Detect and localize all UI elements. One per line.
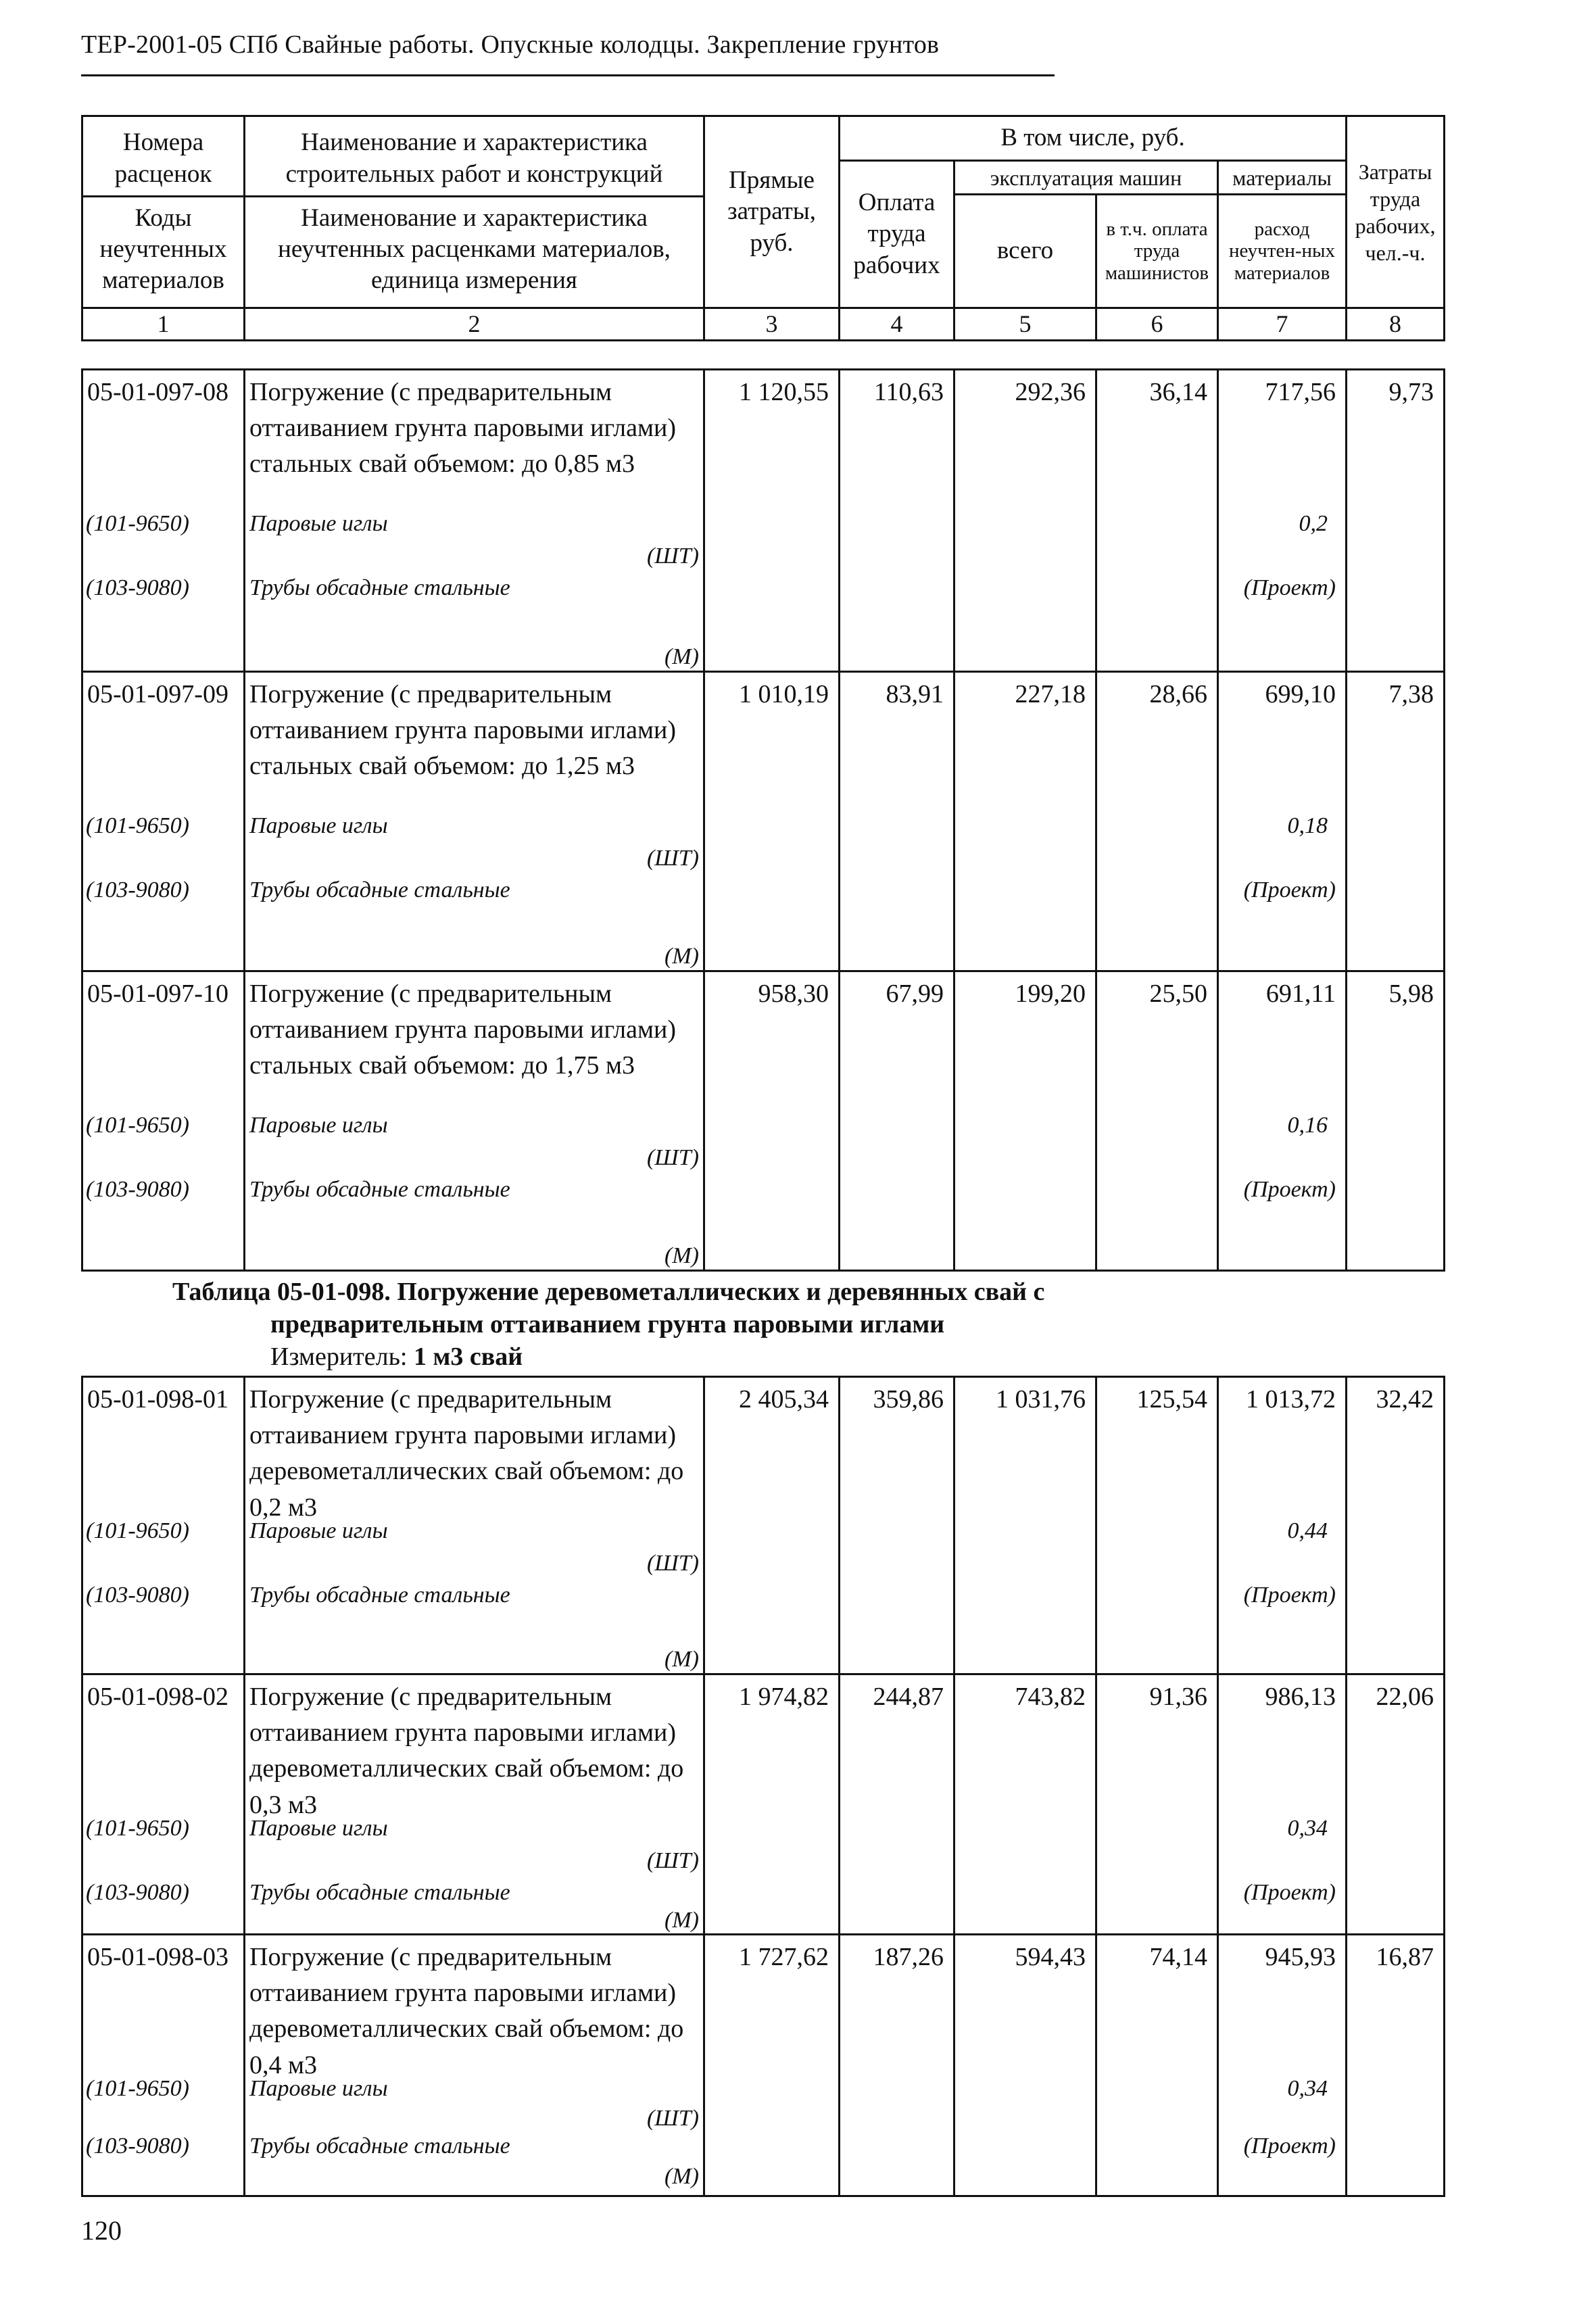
direct-cost: 1 120,55 — [704, 370, 840, 672]
col-hours-header: Затраты труда рабочих, чел.-ч. — [1347, 116, 1445, 308]
rate-name-cell — [245, 672, 704, 971]
machinists-cost: 125,54 — [1096, 1377, 1218, 1674]
header-rule — [81, 74, 1055, 76]
table-title — [81, 1276, 1443, 1341]
material-name: Трубы обсадные стальные — [249, 1880, 510, 1905]
rate-row — [82, 672, 1445, 971]
rate-code-cell — [82, 672, 245, 971]
rate-code: 05-01-098-02 — [87, 1683, 228, 1711]
table-title-line: Таблица 05-01-098. Погружение деревометаллических и деревянных свай с — [172, 1278, 1045, 1306]
rate-name-cell — [245, 971, 704, 1271]
rate-code-cell — [82, 971, 245, 1271]
machinists-cost: 91,36 — [1096, 1674, 1218, 1935]
material-unit: (ШТ) — [646, 1551, 699, 1576]
rate-name-cell — [245, 1935, 704, 2196]
materials-cell — [1218, 1935, 1347, 2196]
machines-cost: 227,18 — [954, 672, 1096, 971]
materials-cost: 699,10 — [1265, 680, 1336, 708]
labor-hours: 9,73 — [1347, 370, 1445, 672]
machines-cost: 292,36 — [954, 370, 1096, 672]
machinists-cost: 74,14 — [1096, 1935, 1218, 2196]
rate-code: 05-01-098-03 — [87, 1943, 228, 1971]
table-title-line: предварительным оттаиванием грунта паровыми иглами — [270, 1309, 945, 1338]
col-number: 3 — [704, 308, 840, 341]
direct-cost: 958,30 — [704, 971, 840, 1271]
material-consumption: (Проект) — [1243, 2133, 1336, 2158]
material-name: Трубы обсадные стальные — [249, 1177, 510, 1202]
materials-cost: 717,56 — [1265, 378, 1336, 406]
material-code: (103-9080) — [86, 1880, 189, 1905]
col-number: 6 — [1096, 308, 1218, 341]
rate-code: 05-01-097-08 — [87, 378, 228, 406]
col-direct-header: Прямые затраты, руб. — [704, 116, 840, 308]
machines-group-header: эксплуатация машин — [954, 161, 1218, 195]
material-consumption: 0,34 — [1287, 1816, 1328, 1841]
col-code-bottom: Коды неучтенных материалов — [99, 203, 227, 295]
rate-code: 05-01-097-09 — [87, 680, 228, 708]
rate-row — [82, 971, 1445, 1271]
material-name: Паровые иглы — [249, 1816, 388, 1841]
labor-cost: 187,26 — [840, 1935, 954, 2196]
material-name: Трубы обсадные стальные — [249, 877, 510, 902]
col-machines-header: всего — [954, 195, 1096, 308]
labor-cost: 83,91 — [840, 672, 954, 971]
materials-cost: 691,11 — [1265, 980, 1336, 1008]
material-code: (103-9080) — [86, 575, 189, 600]
material-consumption: 0,18 — [1287, 813, 1328, 838]
col-labor-header: Оплата труда рабочих — [840, 161, 954, 308]
direct-cost: 1 727,62 — [704, 1935, 840, 2196]
materials-cell — [1218, 1377, 1347, 1674]
rate-name-cell — [245, 370, 704, 672]
material-unit: (ШТ) — [646, 2106, 699, 2131]
rates-table-097 — [81, 368, 1445, 1272]
machinists-cost: 28,66 — [1096, 672, 1218, 971]
col-materials-header: материалы — [1218, 161, 1347, 195]
rate-name-cell — [245, 1377, 704, 1674]
material-consumption: (Проект) — [1243, 575, 1336, 600]
material-unit: (ШТ) — [646, 544, 699, 569]
labor-cost: 110,63 — [840, 370, 954, 672]
material-consumption: 0,2 — [1299, 511, 1328, 536]
col-unaccounted-header: расход неучтен-ных материалов — [1218, 195, 1347, 308]
col-name-bottom: Наименование и характеристика неучтенных расценками материалов, единица измерения — [278, 203, 671, 295]
material-code: (101-9650) — [86, 813, 189, 838]
labor-cost: 244,87 — [840, 1674, 954, 1935]
col-number: 5 — [954, 308, 1096, 341]
materials-cell — [1218, 672, 1347, 971]
col-number: 8 — [1347, 308, 1445, 341]
col-machinists-header: в т.ч. оплата труда машинистов — [1096, 195, 1218, 308]
rate-row — [82, 1377, 1445, 1674]
material-name: Паровые иглы — [249, 2076, 388, 2101]
material-code: (103-9080) — [86, 1177, 189, 1202]
labor-hours: 32,42 — [1347, 1377, 1445, 1674]
material-unit: (М) — [664, 944, 699, 969]
material-consumption: 0,44 — [1287, 1518, 1328, 1543]
labor-hours: 7,38 — [1347, 672, 1445, 971]
rate-description: Погружение (с предварительным оттаиванием грунта паровыми иглами) стальных свай объемом: до 1,25 м3 — [249, 680, 677, 781]
col-name-top: Наименование и характеристика строительных работ и конструкций — [245, 123, 703, 197]
material-unit: (М) — [664, 2164, 699, 2189]
material-consumption: (Проект) — [1243, 1880, 1336, 1905]
material-consumption: 0,16 — [1287, 1113, 1328, 1138]
rate-code: 05-01-098-01 — [87, 1385, 228, 1414]
material-code: (101-9650) — [86, 2076, 189, 2101]
material-unit: (М) — [664, 1647, 699, 1672]
material-unit: (ШТ) — [646, 1145, 699, 1170]
material-name: Трубы обсадные стальные — [249, 575, 510, 600]
col-code-header — [82, 116, 245, 308]
direct-cost: 1 974,82 — [704, 1674, 840, 1935]
col-number: 2 — [245, 308, 704, 341]
material-name: Паровые иглы — [249, 511, 388, 536]
material-code: (101-9650) — [86, 511, 189, 536]
rate-description: Погружение (с предварительным оттаиванием грунта паровыми иглами) стальных свай объемом: до 0,85 м3 — [249, 378, 677, 479]
page-number: 120 — [81, 2215, 122, 2246]
rates-table-098 — [81, 1376, 1445, 2197]
col-code-top: Номера расценок — [83, 123, 243, 197]
material-unit: (ШТ) — [646, 1848, 699, 1873]
rate-code-cell — [82, 1377, 245, 1674]
material-unit: (М) — [664, 644, 699, 669]
material-code: (103-9080) — [86, 2133, 189, 2158]
col-number: 4 — [840, 308, 954, 341]
material-consumption: (Проект) — [1243, 1177, 1336, 1202]
rate-row — [82, 370, 1445, 672]
material-name: Паровые иглы — [249, 1518, 388, 1543]
direct-cost: 1 010,19 — [704, 672, 840, 971]
rate-description: Погружение (с предварительным оттаиванием грунта паровыми иглами) деревометаллических свай объемом: до 0,2 м3 — [249, 1385, 684, 1522]
measure-unit — [270, 1342, 523, 1372]
rate-code-cell — [82, 1935, 245, 2196]
material-consumption: (Проект) — [1243, 1583, 1336, 1608]
machines-cost: 199,20 — [954, 971, 1096, 1271]
material-unit: (М) — [664, 1243, 699, 1268]
materials-cell — [1218, 971, 1347, 1271]
material-consumption: (Проект) — [1243, 877, 1336, 902]
labor-hours: 22,06 — [1347, 1674, 1445, 1935]
material-name: Трубы обсадные стальные — [249, 2133, 510, 2158]
materials-cell — [1218, 370, 1347, 672]
incl-group-header: В том числе, руб. — [840, 116, 1347, 161]
labor-cost: 359,86 — [840, 1377, 954, 1674]
column-number-row — [82, 308, 1445, 341]
labor-hours: 5,98 — [1347, 971, 1445, 1271]
machines-cost: 594,43 — [954, 1935, 1096, 2196]
machines-cost: 743,82 — [954, 1674, 1096, 1935]
page-header: ТЕР-2001-05 СПб Свайные работы. Опускные колодцы. Закрепление грунтов — [81, 30, 940, 59]
materials-cost: 945,93 — [1265, 1943, 1336, 1971]
column-header-table — [81, 115, 1445, 341]
rate-name-cell — [245, 1674, 704, 1935]
col-number: 1 — [82, 308, 245, 341]
rate-description: Погружение (с предварительным оттаиванием грунта паровыми иглами) стальных свай объемом: до 1,75 м3 — [249, 980, 677, 1080]
rate-code: 05-01-097-10 — [87, 980, 228, 1008]
material-code: (101-9650) — [86, 1816, 189, 1841]
material-name: Паровые иглы — [249, 813, 388, 838]
rate-row — [82, 1674, 1445, 1935]
labor-cost: 67,99 — [840, 971, 954, 1271]
measure-value: 1 м3 свай — [414, 1343, 523, 1371]
rate-description: Погружение (с предварительным оттаиванием грунта паровыми иглами) деревометаллических свай объемом: до 0,3 м3 — [249, 1683, 684, 1819]
material-unit: (М) — [664, 1908, 699, 1933]
materials-cell — [1218, 1674, 1347, 1935]
machinists-cost: 36,14 — [1096, 370, 1218, 672]
materials-cost: 986,13 — [1265, 1683, 1336, 1711]
col-name-header — [245, 116, 704, 308]
material-code: (103-9080) — [86, 877, 189, 902]
materials-cost: 1 013,72 — [1246, 1385, 1336, 1414]
rate-code-cell — [82, 370, 245, 672]
measure-label: Измеритель: — [270, 1343, 408, 1371]
machines-cost: 1 031,76 — [954, 1377, 1096, 1674]
rate-row — [82, 1935, 1445, 2196]
material-code: (101-9650) — [86, 1518, 189, 1543]
material-name: Паровые иглы — [249, 1113, 388, 1138]
material-name: Трубы обсадные стальные — [249, 1583, 510, 1608]
material-code: (101-9650) — [86, 1113, 189, 1138]
labor-hours: 16,87 — [1347, 1935, 1445, 2196]
direct-cost: 2 405,34 — [704, 1377, 840, 1674]
material-consumption: 0,34 — [1287, 2076, 1328, 2101]
material-unit: (ШТ) — [646, 846, 699, 871]
rate-description: Погружение (с предварительным оттаиванием грунта паровыми иглами) деревометаллических свай объемом: до 0,4 м3 — [249, 1943, 684, 2079]
rate-code-cell — [82, 1674, 245, 1935]
material-code: (103-9080) — [86, 1583, 189, 1608]
machinists-cost: 25,50 — [1096, 971, 1218, 1271]
col-number: 7 — [1218, 308, 1347, 341]
